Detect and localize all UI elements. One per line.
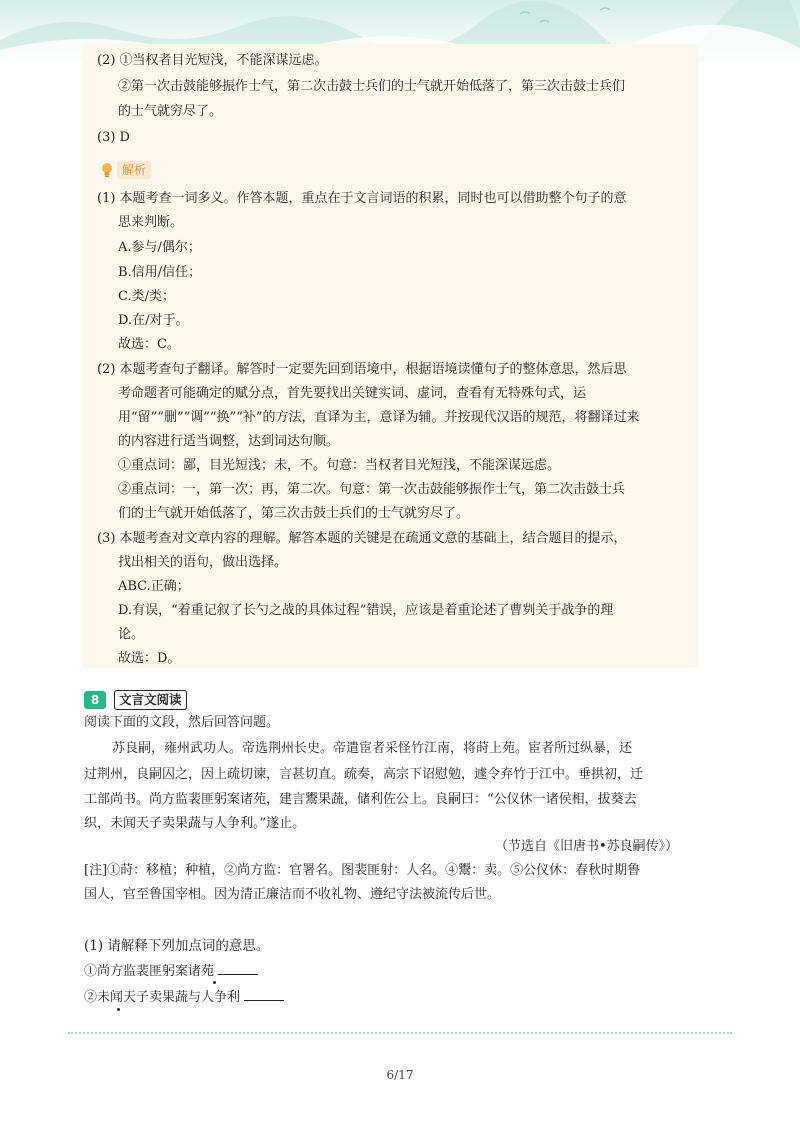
analysis-line: (3) 本题考查对文章内容的理解。解答本题的关键是在疏通文意的基础上，结合题目的提示，: [97, 531, 627, 546]
question-item: [84, 988, 284, 1007]
analysis-line: (2) 本题考查句子翻译。解答时一定要先回到语境中，根据语境读懂句子的整体意思，然后思: [97, 362, 627, 377]
answer-line: ②第一次击鼓能够振作士气，第二次击鼓士兵们的士气就开始低落了，第三次击鼓士兵们: [118, 79, 626, 94]
passage-line: 过荆州，良嗣囚之，因上疏切谏，言甚切直。疏奏，高宗下诏慰勉，遽令弃竹于江中。垂拱初，迁: [84, 767, 644, 782]
analysis-line: ABC.正确；: [118, 579, 190, 594]
sub-question: (1) 请解释下列加点词的意思。: [84, 938, 270, 954]
emphasis-dot: [117, 1008, 120, 1011]
analysis-line: 用“留”“删”“调”“换”“补”的方法，直译为主，意译为辅。并按现代汉语的规范，将翻译过来: [118, 410, 640, 425]
passage-line: 工部尚书。尚方监裴匪躬案诸苑，建言鬻果蔬，储利佐公上。良嗣曰：“公仪休一诸侯相，拔葵去: [84, 792, 637, 807]
analysis-line: B.信用/信任；: [118, 265, 202, 280]
analysis-line: 的内容进行适当调整，达到词达句顺。: [118, 434, 340, 449]
answer-line: 的士气就穷尽了。: [118, 104, 223, 119]
passage-line: 苏良嗣，雍州武功人。帝选荆州长史。帝遣宦者采怪竹江南，将莳上苑。宦者所过纵暴，还: [112, 741, 633, 756]
answer-blank[interactable]: [218, 962, 258, 975]
note-line: 国人，官至鲁国宰相。因为清正廉洁而不收礼物、遵纪守法被流传后世。: [84, 887, 501, 902]
question-item-text: ②未闻天子卖果蔬与人争利: [84, 990, 241, 1005]
question-number: 8: [84, 691, 106, 709]
passage-line: 织，未闻天子卖果蔬与人争利。”遂止。: [84, 816, 306, 831]
analysis-line: 故选：D。: [118, 651, 181, 666]
answer-panel: [82, 44, 698, 668]
passage-source: （节选自《旧唐书•苏良嗣传》）: [495, 839, 679, 854]
emphasis-dot: [213, 981, 216, 984]
analysis-line: ①重点词：鄙，目光短浅；未，不。句意：当权者目光短浅，不能深谋远虑。: [118, 458, 561, 473]
analysis-line: (1) 本题考查一词多义。作答本题，重点在于文言词语的积累，同时也可以借助整个句子的意: [97, 191, 627, 206]
question-type: 文言文阅读: [114, 690, 187, 710]
analysis-line: D.有误，“着重记叙了长勺之战的具体过程”错误，应该是着重论述了曹刿关于战争的理: [118, 603, 614, 618]
lightbulb-icon: [100, 162, 114, 178]
analysis-line: C.类/类；: [118, 289, 175, 304]
analysis-line: 故选：C。: [118, 337, 180, 352]
section-divider: [68, 1032, 732, 1034]
analysis-line: A.参与/偶尔；: [118, 240, 201, 255]
analysis-line: ②重点词：一，第一次；再，第二次。句意：第一次击鼓能够振作士气，第二次击鼓士兵: [118, 482, 626, 497]
question-item: [84, 962, 258, 981]
note-line: [注]①莳：移植；种植，②尚方监：官署名。图裴匪射：人名。④鬻：卖。⑤公仪休：春秋时期鲁: [84, 863, 641, 878]
analysis-tag: [100, 161, 151, 179]
analysis-line: D.在/对于。: [118, 313, 189, 328]
analysis-line: 找出相关的语句，做出选择。: [118, 555, 288, 570]
question-instruction: 阅读下面的文段，然后回答问题。: [84, 715, 280, 730]
answer-line: (3) D: [97, 130, 130, 145]
page-number: 6/17: [386, 1068, 414, 1082]
answer-line: (2) ①当权者目光短浅，不能深谋远虑。: [97, 53, 328, 68]
question-item-text: ①尚方监裴匪躬案诸苑: [84, 964, 215, 979]
analysis-line: 考命题者可能确定的赋分点，首先要找出关键实词、虚词，查看有无特殊句式，运: [118, 386, 587, 401]
answer-blank[interactable]: [244, 988, 284, 1001]
analysis-line: 论。: [118, 627, 145, 642]
analysis-line: 们的士气就开始低落了，第三次击鼓士兵们的士气就穷尽了。: [118, 506, 470, 521]
analysis-line: 思来判断。: [118, 215, 184, 230]
analysis-label: 解析: [117, 161, 151, 179]
